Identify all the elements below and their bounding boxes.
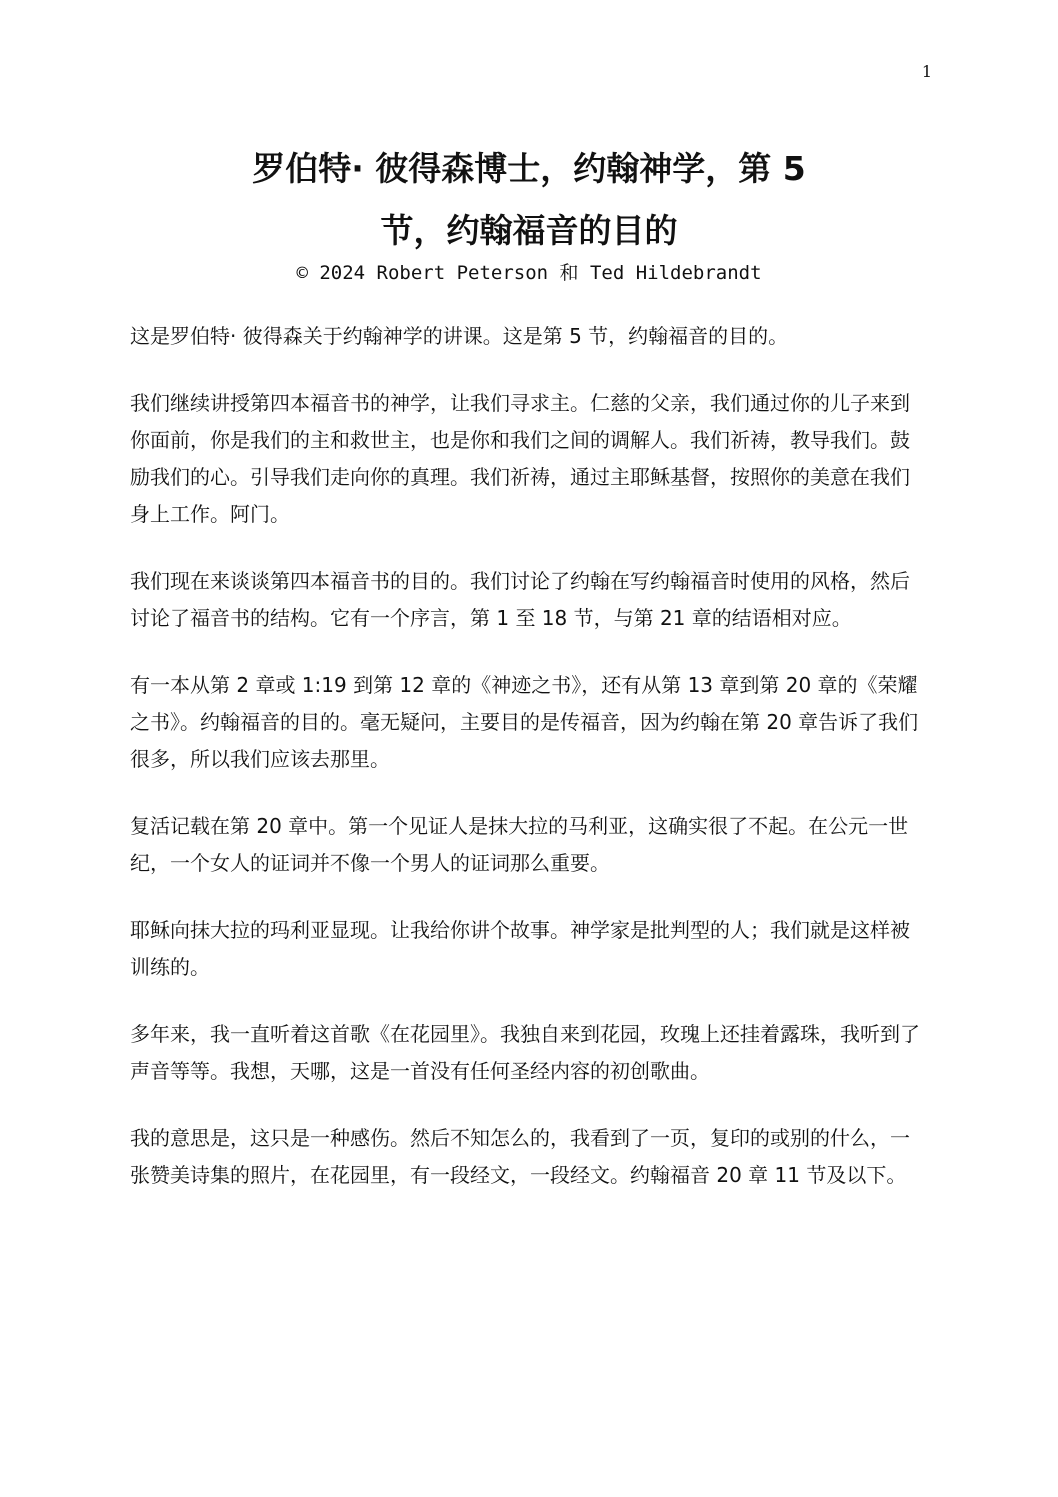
paragraph: 我们现在来谈谈第四本福音书的目的。我们讨论了约翰在写约翰福音时使用的风格，然后讨论了福音书的结构。它有一个序言，第 1 至 18 节，与第 21 章的结语相对应。 xyxy=(130,569,910,630)
paragraph: 复活记载在第 20 章中。第一个见证人是抹大拉的马利亚，这确实很了不起。在公元一世纪，一个女人的证词并不像一个男人的证词那么重要。 xyxy=(130,814,909,875)
page-title xyxy=(120,138,938,262)
paragraph: 有一本从第 2 章或 1:19 到第 12 章的《神迹之书》，还有从第 13 章到第 20 章的《荣耀之书》。约翰福音的目的。毫无疑问，主要目的是传福音，因为约翰在第 20 章告诉了我们很多，所以我们应该去那里。 xyxy=(130,673,919,771)
copyright-line: © 2024 Robert Peterson 和 Ted Hildebrandt xyxy=(296,262,762,284)
page-number: 1 xyxy=(921,62,932,81)
paragraph: 多年来，我一直听着这首歌《在花园里》。我独自来到花园，玫瑰上还挂着露珠，我听到了声音等等。我想，天哪，这是一首没有任何圣经内容的初创歌曲。 xyxy=(130,1022,920,1083)
paragraph: 耶稣向抹大拉的玛利亚显现。让我给你讲个故事。神学家是批判型的人；我们就是这样被训练的。 xyxy=(130,918,910,979)
document-body xyxy=(130,318,920,1224)
paragraph: 我的意思是，这只是一种感伤。然后不知怎么的，我看到了一页，复印的或别的什么，一张赞美诗集的照片，在花园里，有一段经文，一段经文。约翰福音 20 章 11 节及以下。 xyxy=(130,1126,910,1187)
title-line-2: 节，约翰福音的目的 xyxy=(380,211,678,250)
paragraph: 我们继续讲授第四本福音书的神学，让我们寻求主。仁慈的父亲，我们通过你的儿子来到你面前，你是我们的主和救世主，也是你和我们之间的调解人。我们祈祷，教导我们。鼓励我们的心。引导我们走向你的真理。我们祈祷，通过主耶稣基督，按照你的美意在我们身上工作。阿门。 xyxy=(130,391,910,526)
paragraph: 这是罗伯特· 彼得森关于约翰神学的讲课。这是第 5 节，约翰福音的目的。 xyxy=(130,324,789,348)
title-line-1: 罗伯特· 彼得森博士，约翰神学，第 5 xyxy=(252,149,806,188)
